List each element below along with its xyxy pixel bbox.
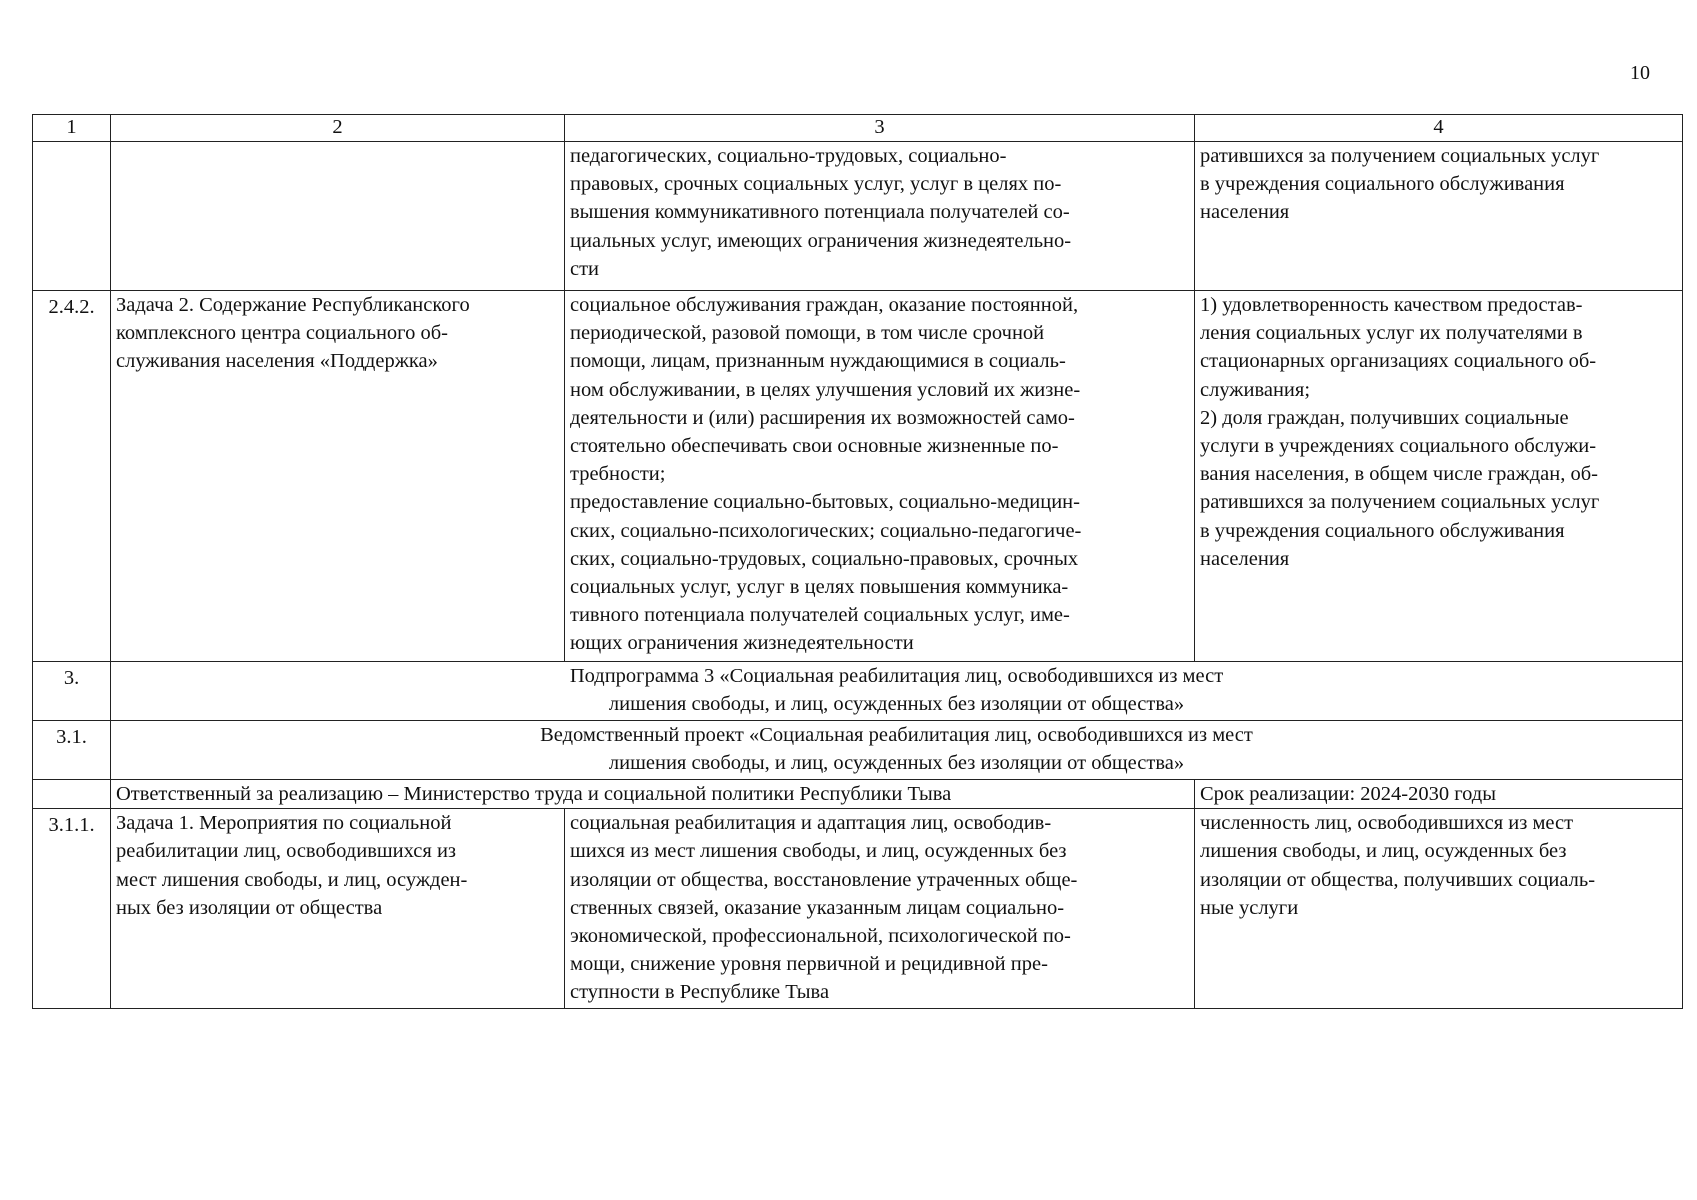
text-line: деятельности и (или) расширения их возможностей само- [570, 406, 1075, 429]
text-line: Задача 2. Содержание Республиканского [116, 294, 470, 316]
row-number: 3.1. [33, 721, 111, 780]
subprogram-title [111, 662, 1683, 721]
header-cell-2: 2 [111, 115, 565, 142]
text-line: социальная реабилитация и адаптация лиц, освободив- [570, 812, 1052, 835]
text-line: ющих ограничения жизнедеятельности [570, 632, 914, 655]
text-line: Подпрограмма 3 «Социальная реабилитация лиц, освободившихся из мест [569, 665, 1224, 687]
text-line: вышения коммуникативного потенциала получателей со- [570, 201, 1070, 224]
text-line: изоляции от общества, восстановление утраченных обще- [570, 868, 1078, 891]
text-line: помощи, лицам, признанным нуждающимися в социаль- [570, 350, 1066, 373]
continuation-activities-cell [565, 142, 1195, 291]
text-line: ные услуги [1200, 896, 1299, 919]
row-number: 3.1.1. [33, 809, 111, 1009]
text-line: мест лишения свободы, и лиц, осужден- [116, 868, 468, 891]
text-line: стационарных организациях социального об- [1200, 350, 1597, 373]
text-line: реабилитации лиц, освободившихся из [116, 840, 457, 863]
row-number: 2.4.2. [33, 291, 111, 662]
text-line: Задача 1. Мероприятия по социальной [116, 812, 452, 835]
header-cell-1: 1 [33, 115, 111, 142]
text-line: экономической, профессиональной, психологической по- [570, 925, 1071, 948]
table-row-project-3-1 [33, 721, 1683, 780]
text-line: служивания; [1200, 378, 1311, 401]
continuation-num-cell [33, 142, 111, 291]
text-line: 2) доля граждан, получивших социальные [1200, 406, 1569, 429]
text-line: мощи, снижение уровня первичной и рецидивной пре- [570, 953, 1048, 976]
text-line: ских, социально-психологических; социально-педагогиче- [570, 519, 1082, 542]
text-line: ном обслуживании, в целях улучшения условий их жизне- [570, 378, 1081, 401]
activities-cell [565, 291, 1195, 662]
text-line: численность лиц, освободившихся из мест [1200, 812, 1574, 835]
text-line: ных без изоляции от общества [116, 896, 383, 919]
text-line: предоставление социально-бытовых, социально-медицин- [570, 491, 1080, 514]
text-line: ратившихся за получением социальных услуг [1200, 491, 1600, 514]
continuation-indicators-cell [1195, 142, 1683, 291]
indicators-cell [1195, 291, 1683, 662]
table-row-continuation [33, 142, 1683, 291]
responsible-num-cell [33, 780, 111, 809]
text-line: тивного потенциала получателей социальных услуг, име- [570, 604, 1070, 627]
table-row-3-1-1 [33, 809, 1683, 1009]
text-line: ственных связей, оказание указанным лицам социально- [570, 896, 1065, 919]
text-line: ступности в Республике Тыва [570, 981, 830, 1004]
program-table [32, 114, 1683, 1009]
text-line: социальное обслуживания граждан, оказание постоянной, [570, 294, 1079, 316]
indicators-cell [1195, 809, 1683, 1009]
implementation-term: Срок реализации: 2024-2030 годы [1195, 780, 1683, 809]
table-row-subprogram-3 [33, 662, 1683, 721]
text-line: требности; [570, 463, 666, 486]
continuation-task-cell [111, 142, 565, 291]
header-cell-3: 3 [565, 115, 1195, 142]
text-line: 1) удовлетворенность качеством предостав- [1200, 294, 1583, 316]
text-line: в учреждения социального обслуживания [1200, 173, 1565, 196]
text-line: в учреждения социального обслуживания [1200, 519, 1565, 542]
table-row-responsible [33, 780, 1683, 809]
text-line: населения [1200, 547, 1290, 570]
task-cell [111, 291, 565, 662]
responsible-executor: Ответственный за реализацию – Министерство труда и социальной политики Республики Тыва [111, 780, 1195, 809]
text-line: Ведомственный проект «Социальная реабилитация лиц, освободившихся из мест [540, 724, 1253, 746]
task-cell [111, 809, 565, 1009]
text-line: лишения свободы, и лиц, осужденных без изоляции от общества» [608, 752, 1185, 775]
text-line: периодической, разовой помощи, в том числе срочной [570, 322, 1045, 345]
row-number: 3. [33, 662, 111, 721]
text-line: служивания населения «Поддержка» [116, 350, 438, 373]
text-line: комплексного центра социального об- [116, 322, 448, 345]
page-number: 10 [1630, 62, 1650, 84]
text-line: изоляции от общества, получивших социаль- [1200, 868, 1596, 891]
text-line: сти [570, 257, 600, 280]
text-line: лишения свободы, и лиц, осужденных без изоляции от общества» [608, 693, 1185, 716]
text-line: услуги в учреждениях социального обслужи- [1200, 435, 1597, 458]
project-title [111, 721, 1683, 780]
text-line: шихся из мест лишения свободы, и лиц, осужденных без [570, 840, 1067, 863]
text-line: правовых, срочных социальных услуг, услуг в целях по- [570, 173, 1062, 196]
header-row [33, 115, 1683, 142]
text-line: ских, социально-трудовых, социально-правовых, срочных [570, 547, 1079, 570]
header-cell-4: 4 [1195, 115, 1683, 142]
table-row-2-4-2 [33, 291, 1683, 662]
text-line: населения [1200, 201, 1290, 224]
text-line: циальных услуг, имеющих ограничения жизнедеятельно- [570, 229, 1072, 252]
text-line: педагогических, социально-трудовых, социально- [570, 145, 1007, 167]
text-line: стоятельно обеспечивать свои основные жизненные по- [570, 435, 1059, 458]
activities-cell [565, 809, 1195, 1009]
text-line: ления социальных услуг их получателями в [1200, 322, 1583, 345]
text-line: ратившихся за получением социальных услуг [1200, 145, 1600, 167]
text-line: лишения свободы, и лиц, осужденных без [1200, 840, 1567, 863]
text-line: вания населения, в общем числе граждан, об- [1200, 463, 1598, 486]
text-line: социальных услуг, услуг в целях повышения коммуника- [570, 576, 1069, 599]
